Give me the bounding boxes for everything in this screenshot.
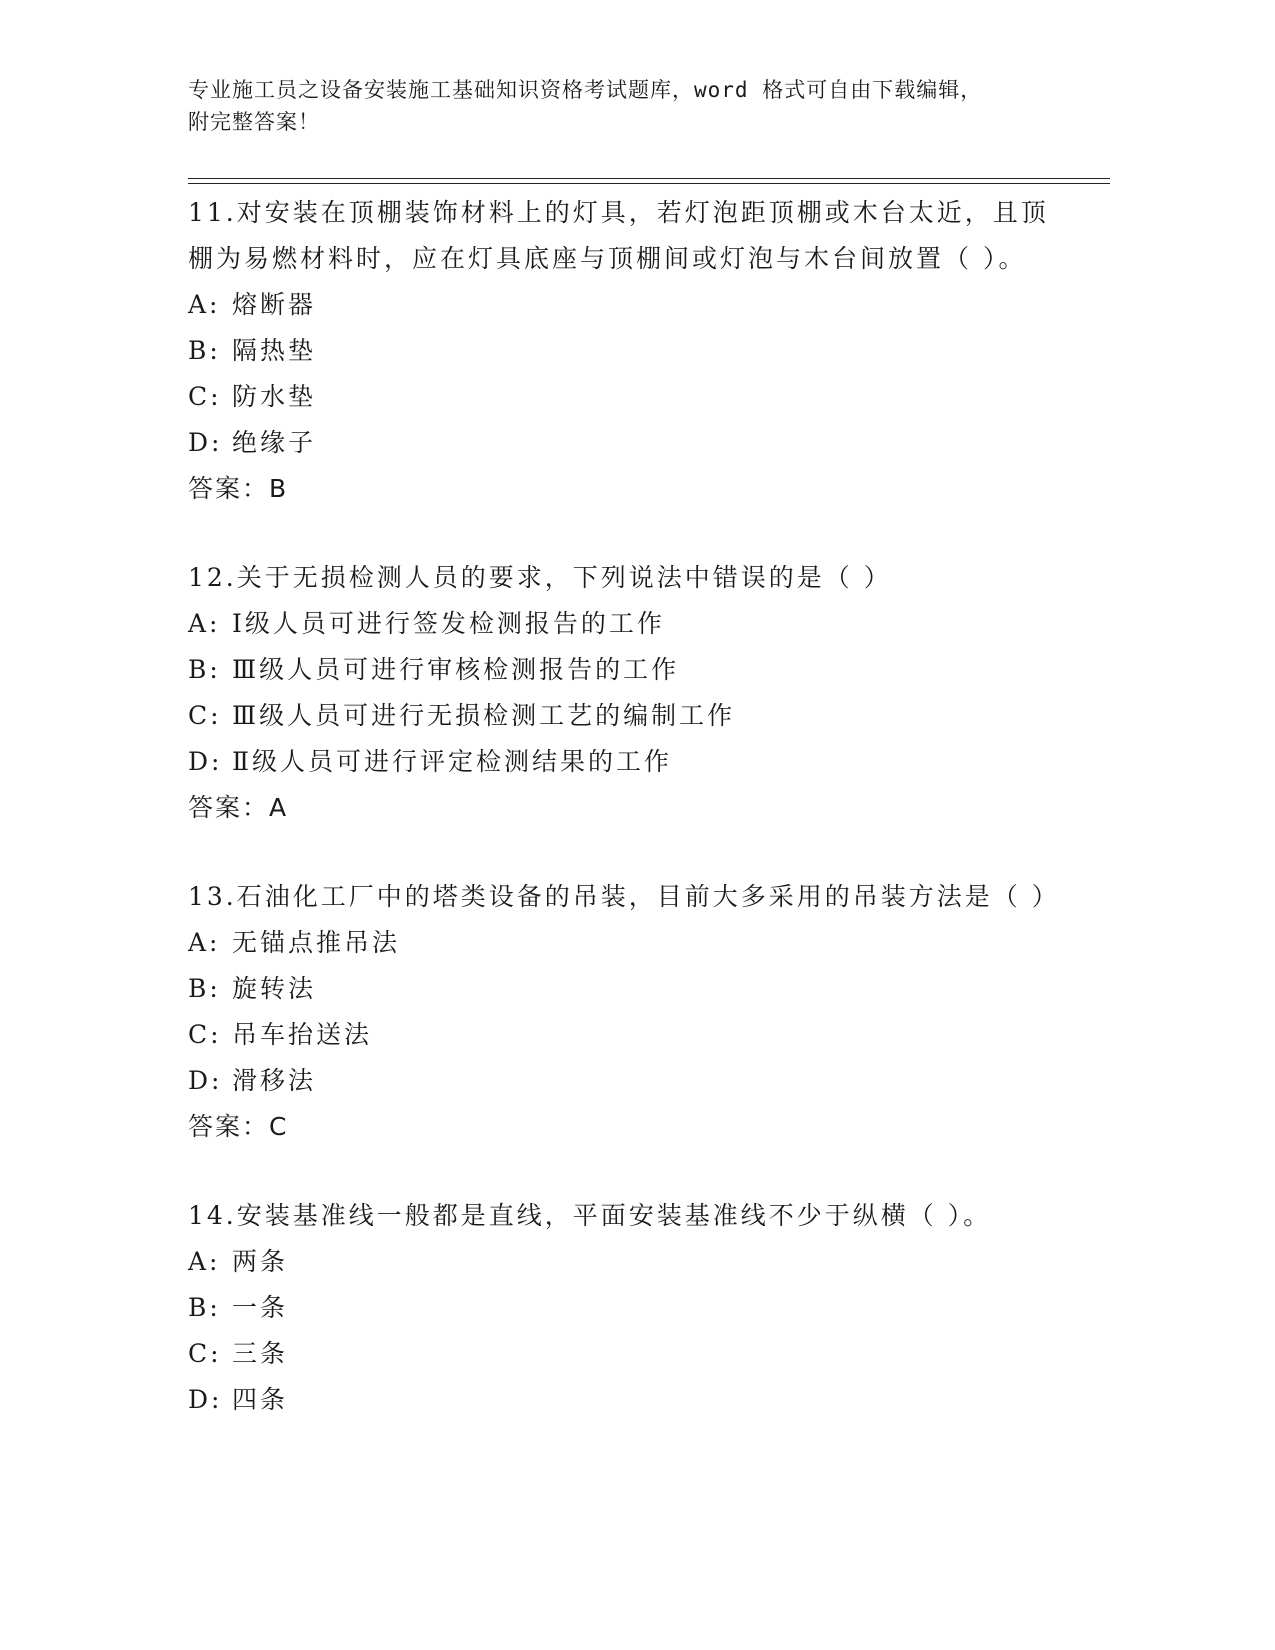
option-b	[188, 328, 1088, 374]
option-text: Ⅱ级人员可进行评定检测结果的工作	[232, 747, 672, 776]
option-b	[188, 1285, 1088, 1331]
option-text: 隔热垫	[232, 336, 317, 365]
option-d	[188, 739, 1088, 785]
option-letter: D:	[188, 747, 223, 776]
option-d	[188, 420, 1088, 466]
option-a	[188, 282, 1088, 328]
option-letter: A:	[188, 290, 221, 319]
option-c	[188, 1331, 1088, 1377]
header-line-1: 专业施工员之设备安装施工基础知识资格考试题库，word 格式可自由下载编辑，	[188, 78, 983, 102]
option-text: 熔断器	[232, 290, 317, 319]
question-stem: 11.对安装在顶棚装饰材料上的灯具，若灯泡距顶棚或木台太近，且顶棚为易燃材料时，应在灯具底座与顶棚间或灯泡与木台间放置（ ）。	[188, 198, 1049, 273]
header-line-2: 附完整答案！	[188, 110, 320, 134]
question-list	[188, 190, 1088, 1466]
option-letter: D:	[188, 428, 223, 457]
option-text: 吊车抬送法	[232, 1020, 373, 1049]
option-letter: B:	[188, 336, 221, 365]
option-letter: A:	[188, 928, 221, 957]
option-text: 一条	[232, 1293, 289, 1322]
question-stem: 14.安装基准线一般都是直线，平面安装基准线不少于纵横（ ）。	[188, 1201, 992, 1230]
option-text: 绝缘子	[232, 428, 317, 457]
option-text: 两条	[232, 1247, 289, 1276]
option-b	[188, 647, 1088, 693]
option-letter: C:	[188, 1339, 222, 1368]
option-b	[188, 966, 1088, 1012]
option-c	[188, 1012, 1088, 1058]
question-11	[188, 190, 1088, 512]
answer-line: 答案：B	[188, 474, 289, 503]
option-text: Ⅲ级人员可进行无损检测工艺的编制工作	[232, 701, 736, 730]
question-13	[188, 874, 1088, 1150]
option-letter: B:	[188, 655, 221, 684]
option-letter: B:	[188, 974, 221, 1003]
answer-line: 答案：A	[188, 793, 289, 822]
answer-line: 答案：C	[188, 1112, 289, 1141]
option-letter: C:	[188, 1020, 222, 1049]
header-divider-top	[188, 178, 1110, 179]
header-divider-bottom	[188, 183, 1110, 184]
document-header	[188, 74, 1088, 138]
option-c	[188, 693, 1088, 739]
option-text: 滑移法	[232, 1066, 317, 1095]
option-a	[188, 1239, 1088, 1285]
option-text: 防水垫	[232, 382, 317, 411]
question-stem: 12.关于无损检测人员的要求，下列说法中错误的是（ ）	[188, 563, 892, 592]
option-letter: C:	[188, 701, 222, 730]
option-a	[188, 920, 1088, 966]
option-letter: D:	[188, 1385, 223, 1414]
option-letter: D:	[188, 1066, 223, 1095]
option-text: 三条	[232, 1339, 289, 1368]
option-text: 四条	[232, 1385, 289, 1414]
option-letter: C:	[188, 382, 222, 411]
option-d	[188, 1058, 1088, 1104]
option-letter: A:	[188, 1247, 221, 1276]
option-text: Ⅰ级人员可进行签发检测报告的工作	[232, 609, 665, 638]
question-12	[188, 555, 1088, 831]
question-stem: 13.石油化工厂中的塔类设备的吊装，目前大多采用的吊装方法是（ ）	[188, 882, 1060, 911]
option-text: Ⅲ级人员可进行审核检测报告的工作	[232, 655, 680, 684]
question-14	[188, 1193, 1088, 1423]
option-letter: A:	[188, 609, 221, 638]
option-text: 无锚点推吊法	[232, 928, 401, 957]
option-a	[188, 601, 1088, 647]
option-text: 旋转法	[232, 974, 317, 1003]
option-d	[188, 1377, 1088, 1423]
option-letter: B:	[188, 1293, 221, 1322]
option-c	[188, 374, 1088, 420]
